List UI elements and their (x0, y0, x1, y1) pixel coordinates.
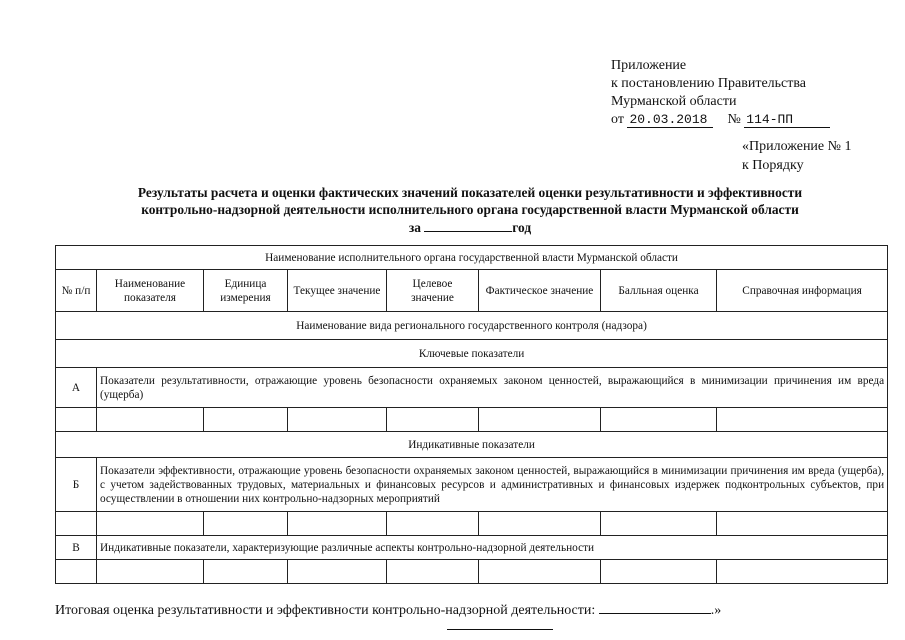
org-name-header: Наименование исполнительного органа государственной власти Мурманской области (56, 246, 888, 270)
empty-cell (288, 512, 387, 536)
control-type-row: Наименование вида регионального государственного контроля (надзора) (56, 312, 888, 340)
number-prefix: № (727, 112, 741, 127)
col-header-number: № п/п (56, 270, 97, 312)
row-b-text: Показатели эффективности, отражающие уровень безопасности охраняемых законом ценностей, выражающийся в минимизации причинения им вреда (ущерба), с учетом задействованных трудовых, материальных и финансовых ресурсов и административных и финансовых издержек подконтрольных субъектов, при осуществлении в отношении них контрольно-надзорных мероприятий (97, 458, 888, 512)
empty-cell (479, 512, 601, 536)
table-row (56, 408, 888, 432)
final-score-line (55, 600, 721, 619)
final-score-blank (599, 600, 711, 614)
table-row (56, 512, 888, 536)
col-header-indicator-name: Наименование показателя (97, 270, 204, 312)
empty-cell (204, 512, 288, 536)
empty-cell (288, 408, 387, 432)
row-v-text: Индикативные показатели, характеризующие различные аспекты контрольно-надзорной деятельности (97, 536, 888, 560)
bottom-divider (447, 629, 553, 630)
empty-cell (56, 560, 97, 584)
annex-line-2: к Порядку (742, 158, 804, 173)
empty-cell (717, 512, 888, 536)
annex-block (742, 137, 852, 175)
row-a-text: Показатели результативности, отражающие уровень безопасности охраняемых законом ценностей, выражающийся в минимизации причинения им вреда (ущерба) (97, 368, 888, 408)
date-value: 20.03.2018 (627, 113, 713, 128)
title-line-1: Результаты расчета и оценки фактических значений показателей оценки результативности и эффективности (137, 185, 803, 200)
indicative-indicators-row: Индикативные показатели (56, 432, 888, 458)
year-suffix: год (512, 220, 532, 235)
appendix-date-line (611, 111, 830, 129)
empty-cell (601, 512, 717, 536)
empty-cell (717, 560, 888, 584)
col-header-actual-value: Фактическое значение (479, 270, 601, 312)
number-value: 114-ПП (744, 113, 830, 128)
document-title (70, 184, 870, 236)
empty-cell (204, 560, 288, 584)
appendix-block (611, 57, 830, 129)
empty-cell (288, 560, 387, 584)
empty-cell (56, 512, 97, 536)
empty-cell (56, 408, 97, 432)
empty-cell (204, 408, 288, 432)
empty-cell (387, 560, 479, 584)
appendix-line-2: к постановлению Правительства (611, 76, 807, 91)
final-score-closing: .» (710, 603, 722, 618)
title-year-line (409, 218, 531, 236)
key-indicators-row: Ключевые показатели (56, 340, 888, 368)
year-blank (424, 218, 512, 232)
col-header-target-value: Целевое значение (387, 270, 479, 312)
appendix-line-3: Мурманской области (611, 94, 737, 109)
table-row (56, 560, 888, 584)
year-prefix: за (408, 220, 421, 235)
annex-line-1: «Приложение № 1 (742, 139, 852, 154)
row-a-label: А (56, 368, 97, 408)
col-header-reference-info: Справочная информация (717, 270, 888, 312)
empty-cell (387, 408, 479, 432)
col-header-current-value: Текущее значение (288, 270, 387, 312)
empty-cell (479, 560, 601, 584)
empty-cell (717, 408, 888, 432)
row-v-label: В (56, 536, 97, 560)
date-prefix: от (611, 112, 624, 127)
results-table (55, 245, 888, 584)
col-header-score: Балльная оценка (601, 270, 717, 312)
appendix-line-1: Приложение (611, 58, 687, 73)
col-header-unit: Единица измерения (204, 270, 288, 312)
empty-cell (97, 408, 204, 432)
empty-cell (601, 408, 717, 432)
title-line-2: контрольно-надзорной деятельности исполнительного органа государственной власти Мурманской области (141, 202, 799, 217)
empty-cell (387, 512, 479, 536)
empty-cell (479, 408, 601, 432)
empty-cell (601, 560, 717, 584)
final-score-label: Итоговая оценка результативности и эффективности контрольно-надзорной деятельности: (55, 603, 596, 618)
empty-cell (97, 512, 204, 536)
empty-cell (97, 560, 204, 584)
row-b-label: Б (56, 458, 97, 512)
